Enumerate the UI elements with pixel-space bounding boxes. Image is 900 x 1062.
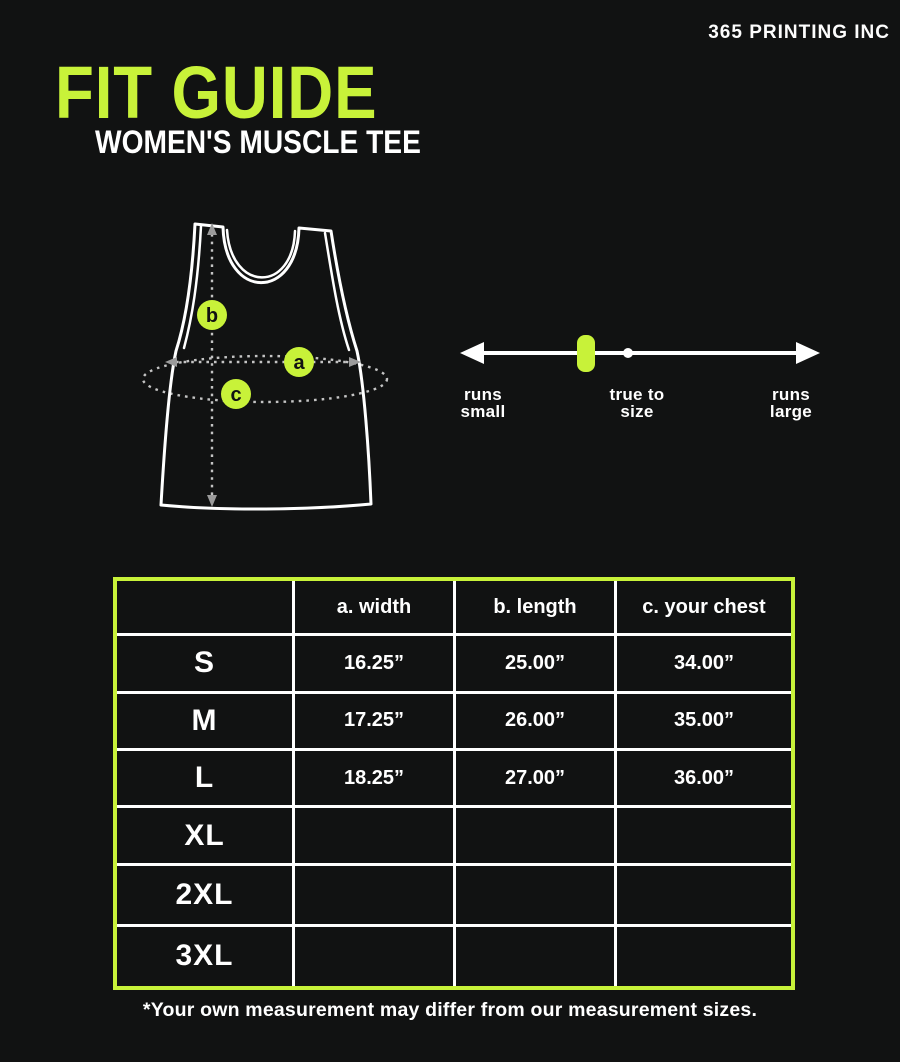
footnote: *Your own measurement may differ from our measurement sizes. <box>142 999 758 1021</box>
header-cell-blank <box>117 581 295 636</box>
scale-label-true-to-size: true to size <box>609 385 665 421</box>
header-cell-chest: c. your chest <box>617 581 791 636</box>
scale-label-runs-small: runs small <box>460 385 506 421</box>
length-value <box>456 866 617 926</box>
muscle-tee-diagram <box>128 198 428 528</box>
length-value: 27.00” <box>456 751 617 808</box>
header-cell-width: a. width <box>295 581 456 636</box>
marker-b-label: b <box>205 305 219 327</box>
arrow-down-icon <box>207 495 217 507</box>
width-value: 17.25” <box>295 694 456 751</box>
length-value: 26.00” <box>456 694 617 751</box>
chest-value: 34.00” <box>617 636 791 693</box>
chest-value <box>617 866 791 926</box>
width-value: 16.25” <box>295 636 456 693</box>
chest-value <box>617 927 791 986</box>
width-measure-line <box>165 357 361 367</box>
width-value <box>295 927 456 986</box>
scale-label-runs-large: runs large <box>769 385 813 421</box>
length-measure-line <box>207 223 217 507</box>
size-label: S <box>117 636 295 693</box>
width-value: 18.25” <box>295 751 456 808</box>
size-label: L <box>117 751 295 808</box>
true-to-size-dot <box>623 348 633 358</box>
width-value <box>295 866 456 926</box>
subtitle: WOMEN'S MUSCLE TEE <box>95 124 421 160</box>
fit-scale <box>440 325 840 385</box>
length-value <box>456 808 617 866</box>
size-table <box>113 577 795 990</box>
size-label: 2XL <box>117 866 295 926</box>
scale-arrow-left-icon <box>460 342 484 364</box>
size-label: XL <box>117 808 295 866</box>
brand-name: 365 PRINTING INC <box>708 22 890 43</box>
page-title: FIT GUIDE <box>55 51 378 134</box>
chest-value <box>617 808 791 866</box>
length-value: 25.00” <box>456 636 617 693</box>
arrow-left-icon <box>165 357 177 367</box>
fit-marker <box>577 335 595 372</box>
width-value <box>295 808 456 866</box>
header-cell-length: b. length <box>456 581 617 636</box>
marker-a-label: a <box>293 352 305 374</box>
marker-c-label: c <box>230 384 242 406</box>
chest-value: 35.00” <box>617 694 791 751</box>
scale-arrow-right-icon <box>796 342 820 364</box>
tee-outline <box>161 224 371 509</box>
chest-value: 36.00” <box>617 751 791 808</box>
size-label: M <box>117 694 295 751</box>
length-value <box>456 927 617 986</box>
right-armhole-rib-line <box>325 233 349 350</box>
size-label: 3XL <box>117 927 295 986</box>
